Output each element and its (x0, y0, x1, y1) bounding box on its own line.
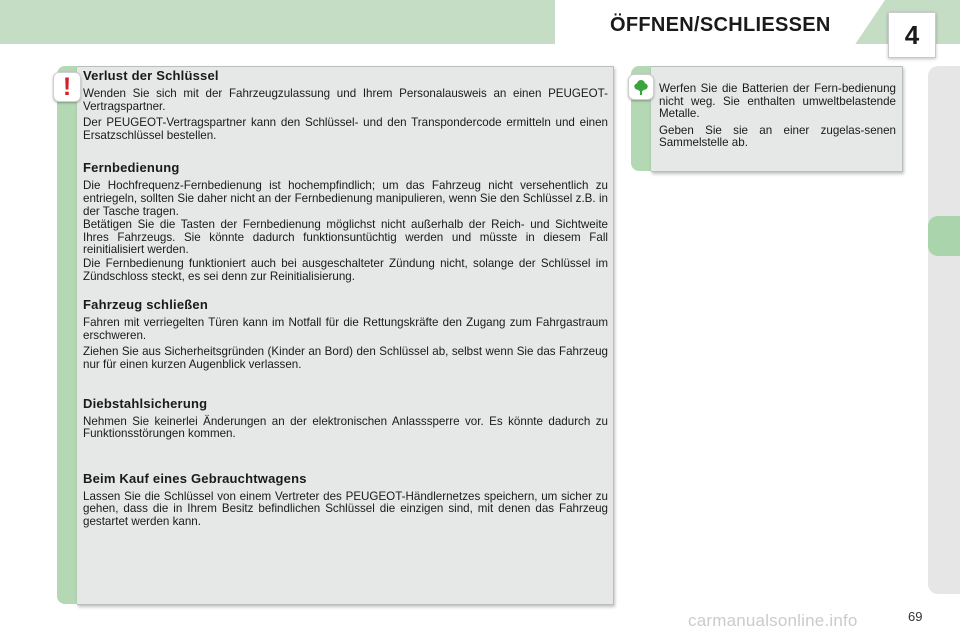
paragraph: Wenden Sie sich mit der Fahrzeugzulassung und Ihrem Personalausweis an einen PEUGEOT-Vertragspartner. (83, 87, 608, 113)
page-number: 69 (908, 609, 923, 624)
side-thumb-tab-active (928, 216, 960, 256)
section-gebrauchtwagen (83, 471, 608, 529)
paragraph: Lassen Sie die Schlüssel von einem Vertreter des PEUGEOT-Händlernetzes speichern, um sicher zu gehen, dass die in Ihrem Besitz befindlichen Schlüssel die einzigen sind, mit denen das Fahrzeug gestartet werden kann. (83, 489, 608, 528)
section-heading: Fahrzeug schließen (83, 297, 208, 313)
main-content (83, 68, 608, 538)
section-heading: Diebstahlsicherung (83, 395, 208, 411)
paragraph: Ziehen Sie aus Sicherheitsgründen (Kinder an Bord) den Schlüssel ab, selbst wenn Sie das Fahrzeug nur für einen kurzen Augenblick verlassen. (83, 345, 608, 371)
paragraph: Geben Sie sie an einer zugelas-senen Sammelstelle ab. (659, 123, 896, 150)
paragraph: Betätigen Sie die Tasten der Fernbedienung möglichst nicht außerhalb der Reich- und Sichtweite Ihres Fahrzeugs. Sie könnte dadurch funktionsuntüchtig werden und müsste in diesem Fall reinitialisiert werden. (83, 218, 608, 257)
exclamation-warning-icon: ! (53, 72, 81, 102)
main-box-accent (57, 66, 77, 604)
section-fahrzeug-schliessen (83, 297, 608, 371)
paragraph: Werfen Sie die Batterien der Fern-bedienung nicht weg. Sie enthalten umweltbelastende Metalle. (659, 82, 896, 121)
section-fernbedienung (83, 160, 608, 283)
section-heading: Beim Kauf eines Gebrauchtwagens (83, 470, 307, 486)
tree-icon-graphic (632, 78, 650, 96)
paragraph: Fahren mit verriegelten Türen kann im Notfall für die Rettungskräfte den Zugang zum Fahrgastraum erschweren. (83, 316, 608, 342)
paragraph: Der PEUGEOT-Vertragspartner kann den Schlüssel- und den Transpondercode ermitteln und einen Ersatzschlüssel bestellen. (83, 116, 608, 142)
eco-content (659, 83, 896, 154)
chapter-number-badge: 4 (888, 12, 936, 58)
section-heading: Fernbedienung (83, 160, 180, 176)
paragraph: Die Fernbedienung funktioniert auch bei ausgeschalteter Zündung nicht, solange der Schlüssel im Zündschloss steckt, es sei denn zur Reinitialisierung. (83, 256, 608, 283)
section-verlust (83, 68, 608, 142)
section-heading: Verlust der Schlüssel (83, 68, 219, 83)
side-thumb-strip (928, 66, 960, 594)
section-diebstahlsicherung (83, 396, 608, 441)
watermark: carmanualsonline.info (688, 611, 858, 630)
paragraph: Nehmen Sie keinerlei Änderungen an der elektronischen Anlasssperre vor. Es könnte dadurch zu Funktionsstörungen kommen. (83, 414, 608, 441)
tree-eco-icon (628, 74, 654, 100)
paragraph: Die Hochfrequenz-Fernbedienung ist hochempfindlich; um das Fahrzeug nicht versehentlich zu entriegeln, sollten Sie daher nicht an der Fernbedienung manipulieren, wenn Sie den Schlüssel z.B. in der Tasche tragen. (83, 179, 608, 218)
chapter-title: ÖFFNEN/SCHLIESSEN (610, 14, 831, 36)
